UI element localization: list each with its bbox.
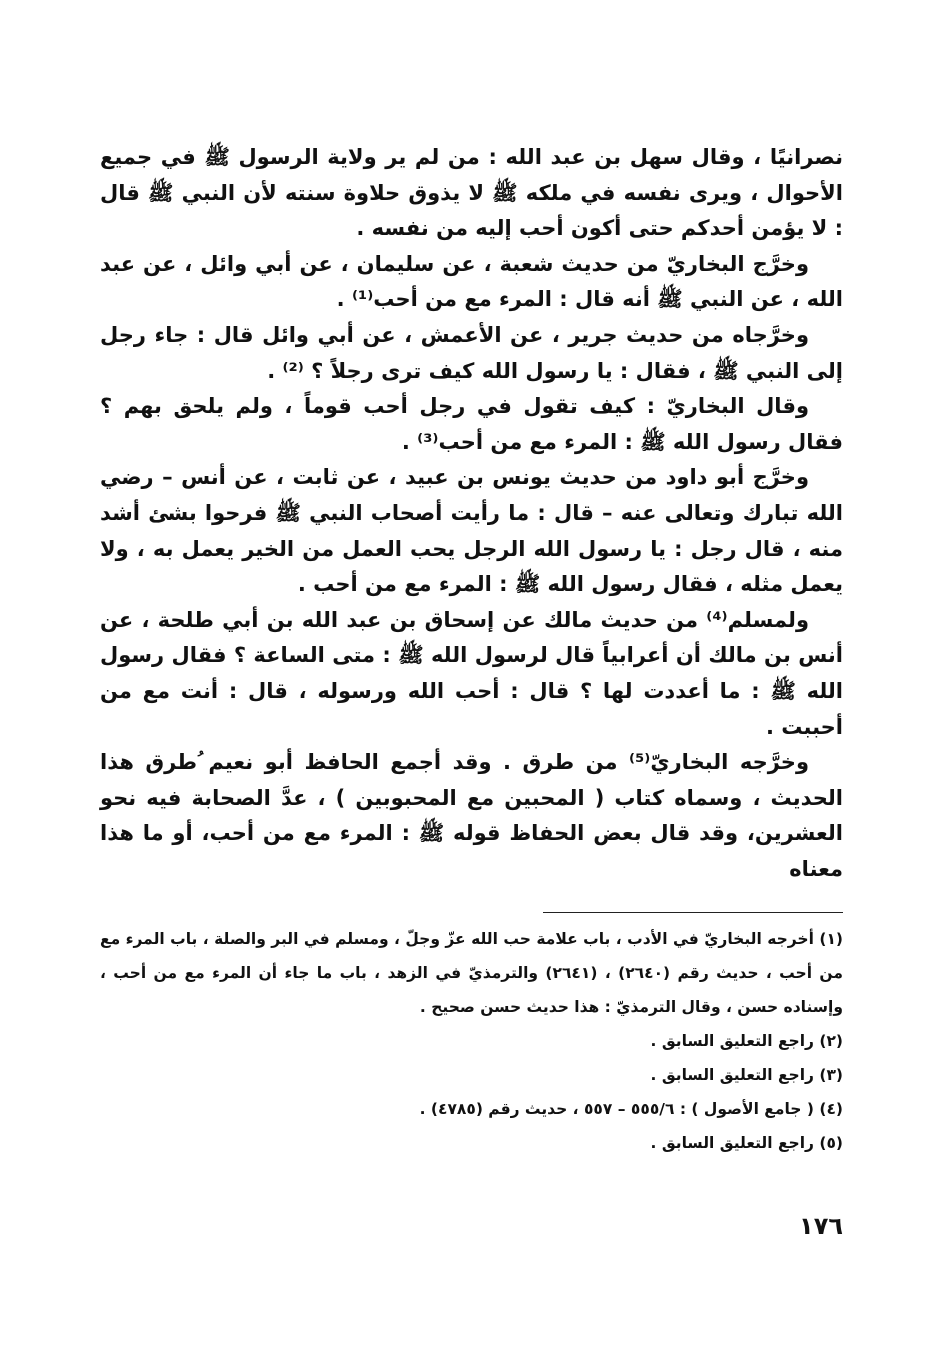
paragraph: وخرَّج البخاريّ من حديث شعبة ، عن سليمان ، عن أبي وائل ، عن عبد الله ، عن النبي ﷺ أنه قال : المرء مع من أحب⁽¹⁾ . <box>100 251 843 312</box>
footnote-item: (٣) راجع التعليق السابق . <box>650 1066 843 1084</box>
footnote-item: (١) أخرجه البخاريّ في الأدب ، باب علامة حب الله عزّ وجلّ ، ومسلم في البر والصلة ، باب المرء مع من أحب ، حديث رقم (٢٦٤٠) ، (٢٦٤١) والترمذيّ في الزهد ، باب ما جاء أن المرء مع من أحب ، وإسناده حسن ، وقال الترمذيّ : هذا حديث حسن صحيح . <box>100 930 843 1016</box>
footnote-item: (٤) ( جامع الأصول ) : ٥٥٥/٦ – ٥٥٧ ، حديث رقم (٤٧٨٥) . <box>419 1100 843 1118</box>
paragraph: ولمسلم⁽⁴⁾ من حديث مالك عن إسحاق بن عبد الله بن أبي طلحة ، عن أنس بن مالك أن أعرابياً قال لرسول الله ﷺ : متى الساعة ؟ فقال رسول الله ﷺ : ما أعددت لها ؟ قال : أحب الله ورسوله ، قال : أنت مع من أحببت . <box>100 607 843 739</box>
paragraph: وخرَّجه البخاريّ⁽⁵⁾ من طرق . وقد أجمع الحافظ أبو نعيم ُطرق هذا الحديث ، وسماه كتاب ( المحبين مع المحبوبين ) ، عدَّ الصحابة فيه نحو العشرين، وقد قال بعض الحفاظ قوله ﷺ : المرء مع من أحب، أو ما هذا معناه <box>100 750 843 881</box>
paragraph: وقال البخاريّ : كيف تقول في رجل أحب قوماً ، ولم يلحق بهم ؟ فقال رسول الله ﷺ : المرء مع من أحب⁽³⁾ . <box>100 394 843 454</box>
page-number: ١٧٦ <box>799 1212 843 1240</box>
paragraph: نصرانيًا ، وقال سهل بن عبد الله : من لم ير ولاية الرسول ﷺ في جميع الأحوال ، ويرى نفسه في ملكه ﷺ لا يذوق حلاوة سنته لأن النبي ﷺ قال : لا يؤمن أحدكم حتى أكون أحب إليه من نفسه . <box>100 145 843 241</box>
footnote-item: (٥) راجع التعليق السابق . <box>650 1134 843 1152</box>
footnote-item: (٢) راجع التعليق السابق . <box>650 1032 843 1050</box>
paragraph: وخرَّجاه من حديث جرير ، عن الأعمش ، عن أبي وائل قال : جاء رجل إلى النبي ﷺ ، فقال : يا رسول الله كيف ترى رجلاً ؟ ⁽²⁾ . <box>100 322 843 383</box>
footnotes-section <box>100 922 843 1160</box>
footnote-divider <box>543 912 843 913</box>
paragraph: وخرَّج أبو داود من حديث يونس بن عبيد ، عن ثابت ، عن أنس – رضي الله تبارك وتعالى عنه – قال : ما رأيت أصحاب النبي ﷺ فرحوا بشئ أشد منه ، قال رجل : يا رسول الله الرجل يحب العمل من الخير يعمل به ، ولا يعمل مثله ، فقال رسول الله ﷺ : المرء مع من أحب . <box>100 465 843 597</box>
main-text-body <box>100 140 843 887</box>
